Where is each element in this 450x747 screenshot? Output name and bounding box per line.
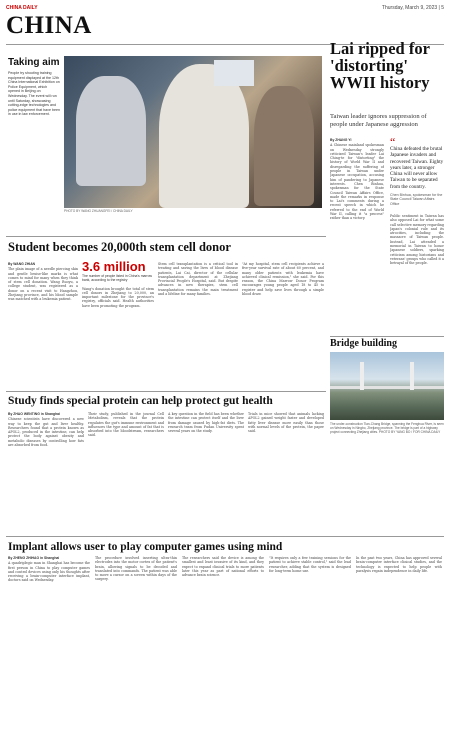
stat-box [82, 260, 154, 383]
study-column [88, 412, 164, 534]
study-paragraph: Trials in mice showed that animals lacking APOL2 gained weight faster and developed fatty liver disease more easily than those with normal levels of the protein, the paper said. [248, 412, 324, 434]
implant-column [269, 556, 351, 742]
stat-number: 3.6 million [82, 259, 146, 274]
photo-figure [76, 76, 146, 186]
photo-figure [254, 86, 314, 206]
implant-column [182, 556, 264, 742]
study-byline: By ZHAO WENTING in Shanghai [8, 412, 60, 416]
article-divider [6, 536, 444, 537]
stemcell-paragraph: Wang's donation brought the total of stem cell donors in Zhejiang to 20,000, an important milestone for the province's registry, officials said. Health authorities have been promoting the program. [82, 286, 154, 308]
stemcell-column [158, 262, 238, 388]
study-paragraph: Chinese scientists have discovered a new way to keep the gut and liver healthy. Researchers found that a protein known as APOL2, produced in the intestine, can help protect the body against obesity and metabolic diseases by controlling how fats are absorbed from food. [8, 417, 84, 448]
paper-logo: CHINA DAILY [6, 5, 38, 11]
brief-text: People try shooting training equipment displayed at the 12th China International Exhibition on Police Equipment, which opened in Beijing on Wednesday. The event will run until Saturday, showcasing cutting-edge technologies and police equipment that have been in use in law enforcement. [8, 71, 60, 117]
stemcell-column [82, 287, 154, 383]
article-divider [6, 236, 326, 237]
implant-headline: Implant allows user to play computer games using mind [8, 541, 283, 553]
bridge-tower [360, 362, 364, 390]
section-title: CHINA [6, 12, 92, 39]
bridge-headline: Bridge building [330, 338, 397, 349]
feature-paragraph: Public sentiment in Taiwan has also opposed Lai for what some call selective memory regarding Japan's colonial rule and its atrocities, including the massacre of Taiwan people. Instead, Lai attended a memorial in Taiwan to honor Japanese soldiers, sparking criticism among historians and veterans' groups who called it a betrayal of the people. [390, 214, 444, 266]
implant-paragraph: A quadriplegic man in Shanghai has become the first person in China to play computer games and control devices using only his thoughts after receiving a brain-computer interface implant, doctors said on Wednesday. [8, 561, 90, 583]
study-paragraph: Their study, published in the journal Cell Metabolism, reveals that the protein regulates the gut's immune environment and influences the type and amount of fat that is absorbed into the bloodstream, researchers said. [88, 412, 164, 438]
study-headline: Study finds special protein can help protect gut health [8, 395, 273, 407]
stemcell-paragraph: Stem cell transplantation is a critical tool in treating and saving the lives of blood disease patients, Lai Cai, director of the cellular transplantation department at Zhejiang Provincial People's Hospital, said. But despite advances in new therapies, stem cell transplantation remains the main treatment and a lifeline for many families. [158, 262, 238, 297]
feature-headline: Lai ripped for 'distorting' WWII history [330, 39, 430, 92]
implant-column [8, 556, 90, 742]
stemcell-column [8, 262, 78, 388]
brief-title: Taking aim [8, 57, 60, 68]
implant-paragraph: In the past two years, China has approved several brain-computer interface clinical studies, and the technology is expected to help people with paralysis regain independence in daily life. [356, 556, 442, 573]
implant-paragraph: "It requires only a few training sessions for the patient to achieve stable control," said the lead researcher, adding that the system is designed for long-term home use. [269, 556, 351, 573]
photo-screen [214, 60, 254, 86]
stemcell-headline: Student becomes 20,000th stem cell donor [8, 240, 231, 254]
study-column [168, 412, 244, 534]
stemcell-paragraph: The plain image of a needle piercing skin and gentle bruise-like marks is what comes to mind for many when they think of stem cell donation. Wang Ruoyu, a college student, was registered as a donor on a recent visit to Hangzhou, Zhejiang province, and his blood sample was matched with a leukemia patient. [8, 267, 78, 302]
bridge-caption: The under-construction Tian-Chang Bridge, spanning the Fenghua River, is seen on Wednesday in Ningbo, Zhejiang province. The bridge is part of a highway project connecting Zhejiang cities. PHOTO BY YANG BO / FOR CHINA DAILY [330, 422, 444, 435]
implant-paragraph: The procedure involved inserting ultra-thin electrodes into the motor cortex of the patient's brain, allowing signals to be decoded and translated into commands. The patient was able to move a cursor on a screen within days of the surgery. [95, 556, 177, 582]
implant-column [356, 556, 442, 742]
bridge-photo [330, 352, 444, 420]
study-column [248, 412, 324, 534]
article-divider [6, 391, 326, 392]
stemcell-paragraph: "At my hospital, stem cell recipients achieve a five-year survival rate of about 60 percent, and many older patients with leukemia have achieved clinical remission," she said. For this reason, the China Marrow Donor Program encourages young people aged 18 to 45 to register and help save lives through a simple blood draw. [242, 262, 324, 297]
pull-quote [390, 135, 444, 206]
feature-subheadline: Taiwan leader ignores suppression of people under Japanese aggression [330, 113, 427, 128]
bridge-divider [330, 336, 444, 337]
photo-brief [8, 58, 60, 117]
quote-mark-icon: “ [390, 135, 396, 149]
implant-paragraph: The researchers said the device is among the smallest and least invasive of its kind, and they expect to expand clinical trials to more patients later this year as part of national efforts to advance brain science. [182, 556, 264, 578]
police-expo-photo [64, 56, 322, 208]
stemcell-column [242, 262, 324, 388]
photo-credit: PHOTO BY WANG ZHUANGFEI / CHINA DAILY [64, 209, 133, 213]
masthead-bar [6, 4, 444, 12]
implant-column [95, 556, 177, 742]
implant-byline: By ZHENG ZHIHAO in Shanghai [8, 556, 60, 560]
feature-paragraph: A Chinese mainland spokesman on Wednesday strongly criticized Taiwan's leader Lai Ching-te for "distorting" the history of World War II and disregarding the suffering of people in Taiwan under Japanese occupation, accusing him of pandering to Japanese interests. Chen Binhua, spokesman for the State Council Taiwan Affairs Office, made the remarks in response to Lai's comments during a recent speech in which he referred to the end of World War II, calling it "a process" rather than a victory. [330, 143, 384, 221]
stemcell-byline: By WANG ZHIAN [8, 262, 36, 266]
bridge-tower [410, 362, 414, 390]
feature-body-column [390, 214, 444, 334]
stat-text: The number of people listed in China's marrow bank, according to the registry [82, 274, 153, 283]
study-column [8, 412, 84, 534]
date-page-number: Thursday, March 9, 2023 | 5 [381, 5, 444, 11]
quote-source: Chen Binhua, spokesman for the State Council Taiwan Affairs Office [390, 193, 443, 206]
feature-byline: By ZHANG YI [330, 138, 352, 142]
bridge-deck [330, 386, 444, 389]
feature-body-column [330, 138, 384, 334]
study-paragraph: A key question in the field has been whether the intestine can protect itself and the liver from damage caused by high-fat diets. The research team from Fudan University spent several years on the study. [168, 412, 244, 434]
quote-text: China defeated the brutal Japanese invaders and recovered Taiwan. Eighty years later, a stronger China will never allow Taiwan to be separated from the country. [390, 146, 444, 190]
